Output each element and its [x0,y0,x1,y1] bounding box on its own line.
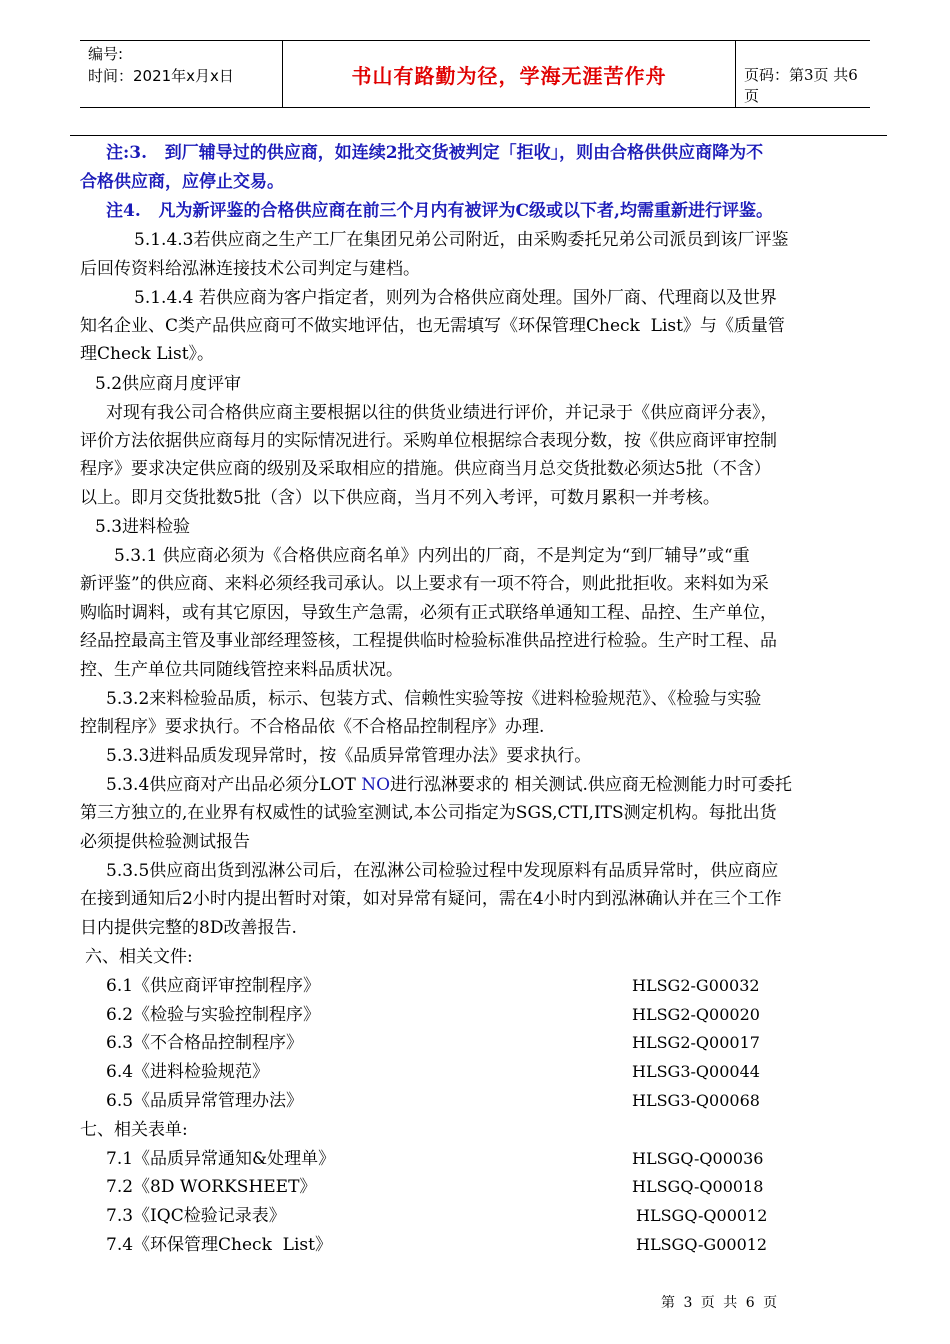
doc-ref-code: HLSG2-Q00020 [632,1005,760,1024]
form-ref-name: 7.4《环保管理Check List》 [106,1235,332,1255]
para-533: 5.3.3进料品质发现异常时，按《品质异常管理办法》要求执行。 [106,746,592,766]
para-531-line-2: 新评鉴”的供应商、来料必须经我司承认。以上要求有一项不符合，则此批拒收。来料如为采 [80,574,769,594]
para-5144-line-2: 知名企业、C类产品供应商可不做实地评估，也无需填写《环保管理Check List》与《质量管 [80,316,785,336]
note-3-line-2: 合格供应商，应停止交易。 [80,172,284,192]
para-535-line-3: 日内提供完整的8D改善报告. [80,918,297,938]
doc-ref-name: 6.5《品质异常管理办法》 [106,1091,304,1111]
para-534-line-3: 必须提供检验测试报告 [80,832,250,852]
para-5143-line-1: 5.1.4.3若供应商之生产工厂在集团兄弟公司附近，由采购委托兄弟公司派员到该厂评鉴 [134,230,789,250]
para-534-line-1 [106,775,792,795]
para-52-line-3: 程序》要求决定供应商的级别及采取相应的措施。供应商当月总交货批数必须达5批（不含） [80,459,771,479]
doc-ref-name: 6.3《不合格品控制程序》 [106,1033,304,1053]
form-ref-code: HLSGQ-Q00036 [632,1149,764,1168]
form-ref-code: HLSGQ-G00012 [636,1235,768,1254]
form-ref-name: 7.1《品质异常通知&处理单》 [106,1149,336,1169]
doc-ref-code: HLSG3-Q00068 [632,1091,760,1110]
para-531-line-1: 5.3.1 供应商必须为《合格供应商名单》内列出的厂商，不是判定为“到厂辅导”或“重 [114,546,750,566]
doc-number-label: 编号: [88,45,124,63]
doc-time-label: 时间：2021年x月x日 [88,67,234,85]
para-535-line-2: 在接到通知后2小时内提出暂时对策，如对异常有疑问，需在4小时内到泓淋确认并在三个工作 [80,889,782,909]
para-534-line-2: 第三方独立的,在业界有权威性的试验室测试,本公司指定为SGS,CTI,ITS测定机构。每批出货 [80,803,777,823]
form-ref-code: HLSGQ-Q00012 [636,1206,768,1225]
doc-ref-code: HLSG2-Q00017 [632,1033,760,1052]
form-ref-name: 7.3《IQC检验记录表》 [106,1206,286,1226]
header-motto: 书山有路勤为径，学海无涯苦作舟 [282,41,736,107]
page-footer-number: 第 3 页 共 6 页 [661,1295,780,1311]
note-4: 注4. 凡为新评鉴的合格供应商在前三个月内有被评为C级或以下者,均需重新进行评鉴。 [106,201,773,221]
heading-5-2: 5.2供应商月度评审 [95,374,242,394]
para-534-lot-no: NO [361,775,391,795]
doc-ref-code: HLSG3-Q00044 [632,1062,760,1081]
para-52-line-1: 对现有我公司合格供应商主要根据以往的供货业绩进行评价，并记录于《供应商评分表》， [106,403,778,423]
para-531-line-5: 控、生产单位共同随线管控来料品质状况。 [80,660,403,680]
header-divider [70,135,887,136]
doc-ref-name: 6.4《进料检验规范》 [106,1062,270,1082]
heading-5-3: 5.3进料检验 [95,517,191,537]
note-3-line-1: 注:3. 到厂辅导过的供应商，如连续2批交货被判定「拒收」，则由合格供供应商降为不 [106,143,764,163]
section-7-title: 七、相关表单: [80,1120,188,1140]
doc-ref-code: HLSG2-G00032 [632,976,760,995]
para-535-line-1: 5.3.5供应商出货到泓淋公司后，在泓淋公司检验过程中发现原料有品质异常时，供应商应 [106,861,779,881]
para-531-line-3: 购临时调料，或有其它原因，导致生产急需，必须有正式联络单通知工程、品控、生产单位， [80,603,777,623]
page-header [80,40,870,108]
form-ref-name: 7.2《8D WORKSHEET》 [106,1177,317,1197]
para-532-line-1: 5.3.2来料检验品质，标示、包装方式、信赖性实验等按《进料检验规范》、《检验与实验 [106,689,762,709]
para-5143-line-2: 后回传资料给泓淋连接技术公司判定与建档。 [80,259,420,279]
section-6-title: 六、相关文件: [85,947,193,967]
para-531-line-4: 经品控最高主管及事业部经理签核，工程提供临时检验标准供品控进行检验。生产时工程、品 [80,631,777,651]
header-meta [88,43,283,87]
doc-ref-name: 6.1《供应商评审控制程序》 [106,976,321,996]
para-534-line-1c: 进行泓淋要求的 相关测试.供应商无检测能力时可委托 [390,775,792,795]
para-5144-line-3: 理Check List》。 [80,344,215,364]
para-534-line-1a: 5.3.4供应商对产出品必须分LOT [106,775,362,795]
header-page-info: 页码：第3页 共6页 [744,66,858,105]
para-5144-line-1: 5.1.4.4 若供应商为客户指定者，则列为合格供应商处理。国外厂商、代理商以及世界 [134,288,777,308]
para-532-line-2: 控制程序》要求执行。不合格品依《不合格品控制程序》办理. [80,717,545,737]
doc-ref-name: 6.2《检验与实验控制程序》 [106,1005,321,1025]
para-52-line-2: 评价方法依据供应商每月的实际情况进行。采购单位根据综合表现分数，按《供应商评审控制 [80,431,777,451]
form-ref-code: HLSGQ-Q00018 [632,1177,764,1196]
para-52-line-4: 以上。即月交货批数5批（含）以下供应商，当月不列入考评，可数月累积一并考核。 [80,488,720,508]
